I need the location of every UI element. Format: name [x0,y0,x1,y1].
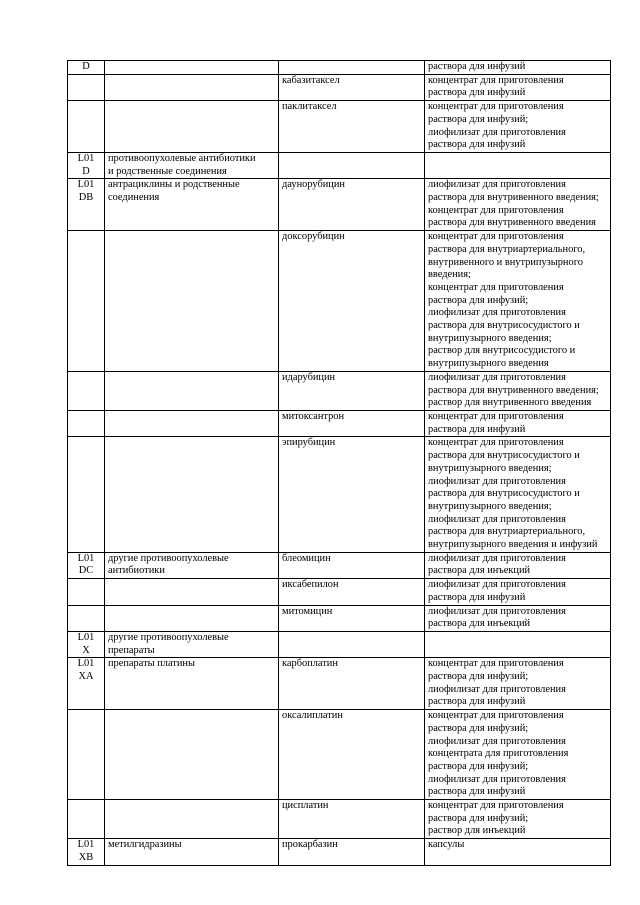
atc-code-cell: L01 DC [68,552,105,578]
atc-code-cell [68,579,105,605]
dosage-form-cell: концентрат для приготовления раствора для внутрисосудистого и внутрипузырного введения; лиофилизат для приготовления раствора для внутрисосудистого и внутрипузырного введения; лиофилизат для приготовления раствора для внутриартериального, внутрипузырного введения и инфузий [425,437,611,552]
group-name-cell [105,579,279,605]
atc-code-cell: D [68,61,105,75]
drug-name-cell: паклитаксел [279,101,425,153]
group-name-cell: другие противоопухолевые антибиотики [105,552,279,578]
dosage-form-cell: лиофилизат для приготовления раствора для инъекций [425,552,611,578]
dosage-form-cell: концентрат для приготовления раствора для внутриартериального, внутривенного и внутрипузырного введения; концентрат для приготовления раствора для инфузий; лиофилизат для приготовления раствора для внутрисосудистого и внутрипузырного введения; раствор для внутрисосудистого и внутрипузырного введения [425,231,611,372]
atc-code-cell [68,710,105,800]
atc-code-cell [68,437,105,552]
group-name-cell [105,437,279,552]
group-name-cell: другие противоопухолевые препараты [105,631,279,657]
table-row [68,631,611,657]
table-row [68,410,611,436]
table-row [68,579,611,605]
dosage-form-cell [425,152,611,178]
dosage-form-cell: лиофилизат для приготовления раствора для инъекций [425,605,611,631]
atc-code-cell: L01 XA [68,658,105,710]
drug-name-cell: кабазитаксел [279,74,425,100]
table-row [68,658,611,710]
drug-name-cell: идарубицин [279,371,425,410]
group-name-cell [105,410,279,436]
table-row [68,179,611,231]
atc-code-cell [68,800,105,839]
group-name-cell: антрациклины и родственные соединения [105,179,279,231]
dosage-form-cell: капсулы [425,839,611,865]
drug-name-cell: карбоплатин [279,658,425,710]
atc-code-cell: L01 D [68,152,105,178]
dosage-form-cell: лиофилизат для приготовления раствора для внутривенного введения; раствор для внутривенного введения [425,371,611,410]
dosage-form-cell: концентрат для приготовления раствора для инфузий; лиофилизат для приготовления раствора для инфузий [425,658,611,710]
group-name-cell [105,61,279,75]
atc-code-cell [68,74,105,100]
drug-name-cell: цисплатин [279,800,425,839]
drug-table [67,60,611,866]
atc-code-cell [68,371,105,410]
table-row [68,152,611,178]
drug-name-cell: митомицин [279,605,425,631]
drug-name-cell: блеомицин [279,552,425,578]
drug-name-cell: иксабепилон [279,579,425,605]
group-name-cell [105,710,279,800]
table-row [68,437,611,552]
atc-code-cell: L01 DB [68,179,105,231]
drug-name-cell: доксорубицин [279,231,425,372]
dosage-form-cell: концентрат для приготовления раствора для инфузий [425,410,611,436]
table-row [68,839,611,865]
table-row [68,605,611,631]
table-row [68,371,611,410]
dosage-form-cell: концентрат для приготовления раствора для инфузий; лиофилизат для приготовления концентрата для приготовления раствора для инфузий; лиофилизат для приготовления раствора для инфузий [425,710,611,800]
dosage-form-cell: концентрат для приготовления раствора для инфузий [425,74,611,100]
dosage-form-cell: концентрат для приготовления раствора для инфузий; лиофилизат для приготовления раствора для инфузий [425,101,611,153]
group-name-cell [105,371,279,410]
drug-name-cell: прокарбазин [279,839,425,865]
group-name-cell [105,605,279,631]
group-name-cell [105,800,279,839]
dosage-form-cell [425,631,611,657]
group-name-cell: метилгидразины [105,839,279,865]
table-row [68,101,611,153]
group-name-cell: препараты платины [105,658,279,710]
atc-code-cell [68,101,105,153]
drug-name-cell: митоксантрон [279,410,425,436]
table-row [68,552,611,578]
group-name-cell [105,74,279,100]
atc-code-cell: L01 XB [68,839,105,865]
atc-code-cell: L01 X [68,631,105,657]
drug-name-cell: оксалиплатин [279,710,425,800]
atc-code-cell [68,410,105,436]
dosage-form-cell: раствора для инфузий [425,61,611,75]
drug-name-cell: даунорубицин [279,179,425,231]
drug-name-cell: эпирубицин [279,437,425,552]
table-row [68,74,611,100]
table-row [68,710,611,800]
drug-name-cell [279,631,425,657]
table-row [68,61,611,75]
atc-code-cell [68,605,105,631]
drug-name-cell [279,61,425,75]
dosage-form-cell: концентрат для приготовления раствора для инфузий; раствор для инъекций [425,800,611,839]
group-name-cell [105,101,279,153]
table-body [68,61,611,866]
table-row [68,800,611,839]
drug-name-cell [279,152,425,178]
table-row [68,231,611,372]
atc-code-cell [68,231,105,372]
dosage-form-cell: лиофилизат для приготовления раствора для инфузий [425,579,611,605]
dosage-form-cell: лиофилизат для приготовления раствора для внутривенного введения; концентрат для приготовления раствора для внутривенного введения [425,179,611,231]
group-name-cell [105,231,279,372]
group-name-cell: противоопухолевые антибиотики и родственные соединения [105,152,279,178]
